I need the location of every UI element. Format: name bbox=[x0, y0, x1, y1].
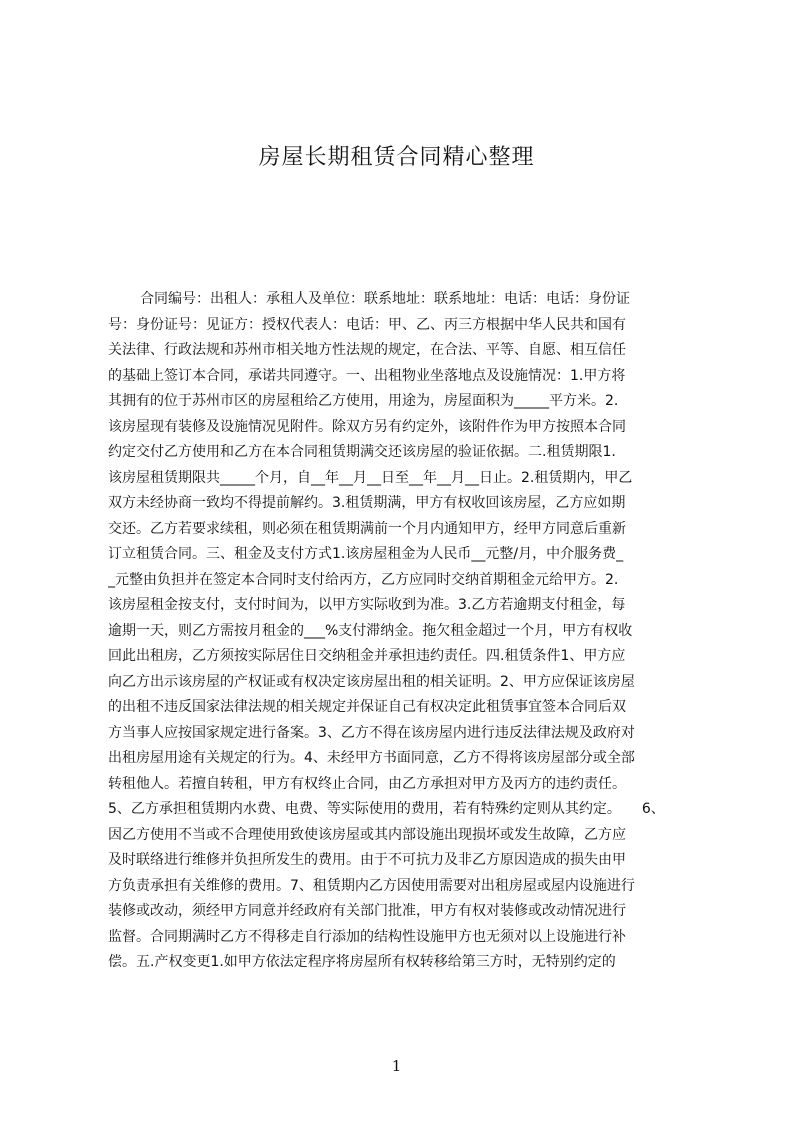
body-line: 及时联络进行维修并负担所发生的费用。由于不可抗力及非乙方原因造成的损失由甲 bbox=[108, 852, 626, 868]
body-line: 偿。五.产权变更1.如甲方依法定程序将房屋所有权转移给第三方时，无特别约定的 bbox=[108, 954, 616, 970]
body-line: 装修或改动，须经甲方同意并经政府有关部门批准，甲方有权对装修或改动情况进行 bbox=[108, 903, 626, 919]
body-line: 5、乙方承担租赁期内水费、电费、等实际使用的费用，若有特殊约定则从其约定。 6、 bbox=[108, 801, 665, 817]
body-line: 该房屋租赁期限共_____个月，自__年__月__日至__年__月__日止。2.租赁期内，甲乙 bbox=[108, 469, 633, 486]
body-line: 因乙方使用不当或不合理使用致使该房屋或其内部设施出现损坏或发生故障，乙方应 bbox=[108, 826, 626, 843]
body-line: 向乙方出示该房屋的产权证或有权决定该房屋出租的相关证明。2、甲方应保证该房屋 bbox=[108, 673, 635, 690]
body-line: 回此出租房，乙方须按实际居住日交纳租金并承担违约责任。四.租赁条件1、甲方应 bbox=[108, 648, 626, 664]
body-line: 方当事人应按国家规定进行备案。3、乙方不得在该房屋内进行违反法律法规及政府对 bbox=[108, 724, 635, 741]
page-number: 1 bbox=[391, 1057, 402, 1075]
body-line: 关法律、行政法规和苏州市相关地方性法规的规定，在合法、平等、自愿、相互信任 bbox=[108, 342, 626, 358]
body-line: 该房屋租金按支付，支付时间为，以甲方实际收到为准。3.乙方若逾期支付租金，每 bbox=[108, 597, 626, 613]
body-line: 合同编号：出租人：承租人及单位：联系地址：联系地址：电话：电话：身份证 bbox=[140, 291, 630, 307]
body-line: 订立租赁合同。三、租金及支付方式1.该房屋租金为人民币__元整/月，中介服务费_ bbox=[108, 546, 624, 562]
body-line: 该房屋现有装修及设施情况见附件。除双方另有约定外，该附件作为甲方按照本合同 bbox=[108, 418, 626, 435]
body-line: 监督。合同期满时乙方不得移走自行添加的结构性设施甲方也无须对以上设施进行补 bbox=[108, 928, 626, 945]
body-line: 转租他人。若擅自转租，甲方有权终止合同，由乙方承担对甲方及丙方的违约责任。 bbox=[108, 775, 626, 792]
document-title: 房屋长期租赁合同精心整理 bbox=[258, 145, 535, 170]
body-line: 其拥有的位于苏州市区的房屋租给乙方使用，用途为，房屋面积为_____平方米。2. bbox=[108, 393, 619, 409]
body-line: 双方未经协商一致均不得提前解约。3.租赁期满，甲方有权收回该房屋，乙方应如期 bbox=[108, 495, 626, 511]
body-line: 约定交付乙方使用和乙方在本合同租赁期满交还该房屋的验证依据。二.租赁期限1. bbox=[108, 444, 616, 460]
body-line: 交还。乙方若要求续租，则必须在租赁期满前一个月内通知甲方，经甲方同意后重新 bbox=[108, 520, 626, 537]
body-line: 出租房屋用途有关规定的行为。4、未经甲方书面同意，乙方不得将该房屋部分或全部 bbox=[108, 750, 635, 766]
contract-body bbox=[108, 287, 698, 976]
body-line: 方负责承担有关维修的费用。7、租赁期内乙方因使用需要对出租房屋或屋内设施进行 bbox=[108, 877, 635, 894]
body-line: 的出租不违反国家法律法规的相关规定并保证自己有权决定此租赁事宜签本合同后双 bbox=[108, 699, 626, 715]
body-line: 的基础上签订本合同，承诺共同遵守。一、出租物业坐落地点及设施情况：1.甲方将 bbox=[108, 367, 626, 384]
body-line: 逾期一天，则乙方需按月租金的___%支付滞纳金。拖欠租金超过一个月，甲方有权收 bbox=[108, 622, 633, 639]
body-line: _元整由负担并在签定本合同时支付给丙方，乙方应同时交纳首期租金元给甲方。2. bbox=[108, 571, 619, 588]
body-line: 号：身份证号：见证方：授权代表人：电话：甲、乙、丙三方根据中华人民共和国有 bbox=[108, 316, 626, 333]
